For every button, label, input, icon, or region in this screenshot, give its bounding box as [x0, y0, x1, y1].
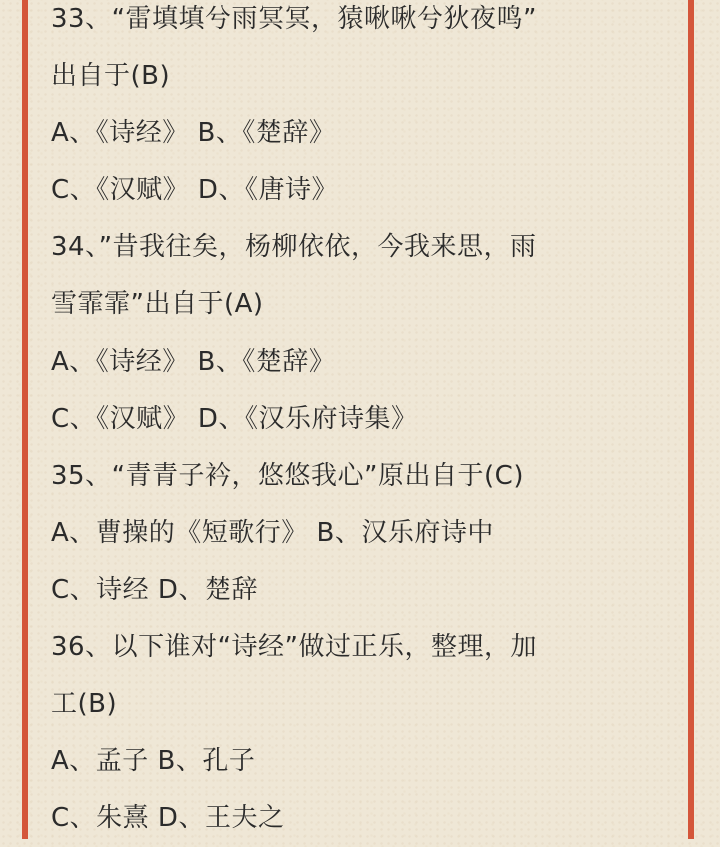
question-33-options-ab: A、《诗经》 B、《楚辞》 — [51, 118, 336, 149]
question-33-options-cd: C、《汉赋》 D、《唐诗》 — [51, 175, 338, 206]
question-35-options-ab: A、曹操的《短歌行》 B、汉乐府诗中 — [51, 517, 494, 548]
quiz-text — [51, 0, 676, 847]
question-33-text-line-1: 33、“雷填填兮雨冥冥，猿啾啾兮狄夜鸣” — [51, 4, 538, 34]
question-36-text-line-2: 工(B) — [51, 689, 118, 720]
question-35-options-cd: C、诗经 D、楚辞 — [51, 574, 258, 605]
right-border-line — [688, 0, 694, 839]
question-34-text-line-2: 雪霏霏”出自于(A) — [51, 289, 264, 320]
question-36-text-line-1: 36、以下谁对“诗经”做过正乐，整理，加 — [51, 632, 538, 663]
question-34-options-cd: C、《汉赋》 D、《汉乐府诗集》 — [51, 403, 418, 434]
question-34-options-ab: A、《诗经》 B、《楚辞》 — [51, 346, 336, 377]
left-border-line — [22, 0, 28, 839]
question-34-text-line-1: 34、”昔我往矣，杨柳依依，今我来思，雨 — [51, 232, 537, 263]
question-35-text: 35、“青青子衿，悠悠我心”原出自于(C) — [51, 460, 524, 491]
question-36-options-cd: C、朱熹 D、王夫之 — [51, 803, 285, 834]
question-33-text-line-2: 出自于(B) — [51, 61, 171, 92]
question-36-options-ab: A、孟子 B、孔子 — [51, 746, 256, 777]
